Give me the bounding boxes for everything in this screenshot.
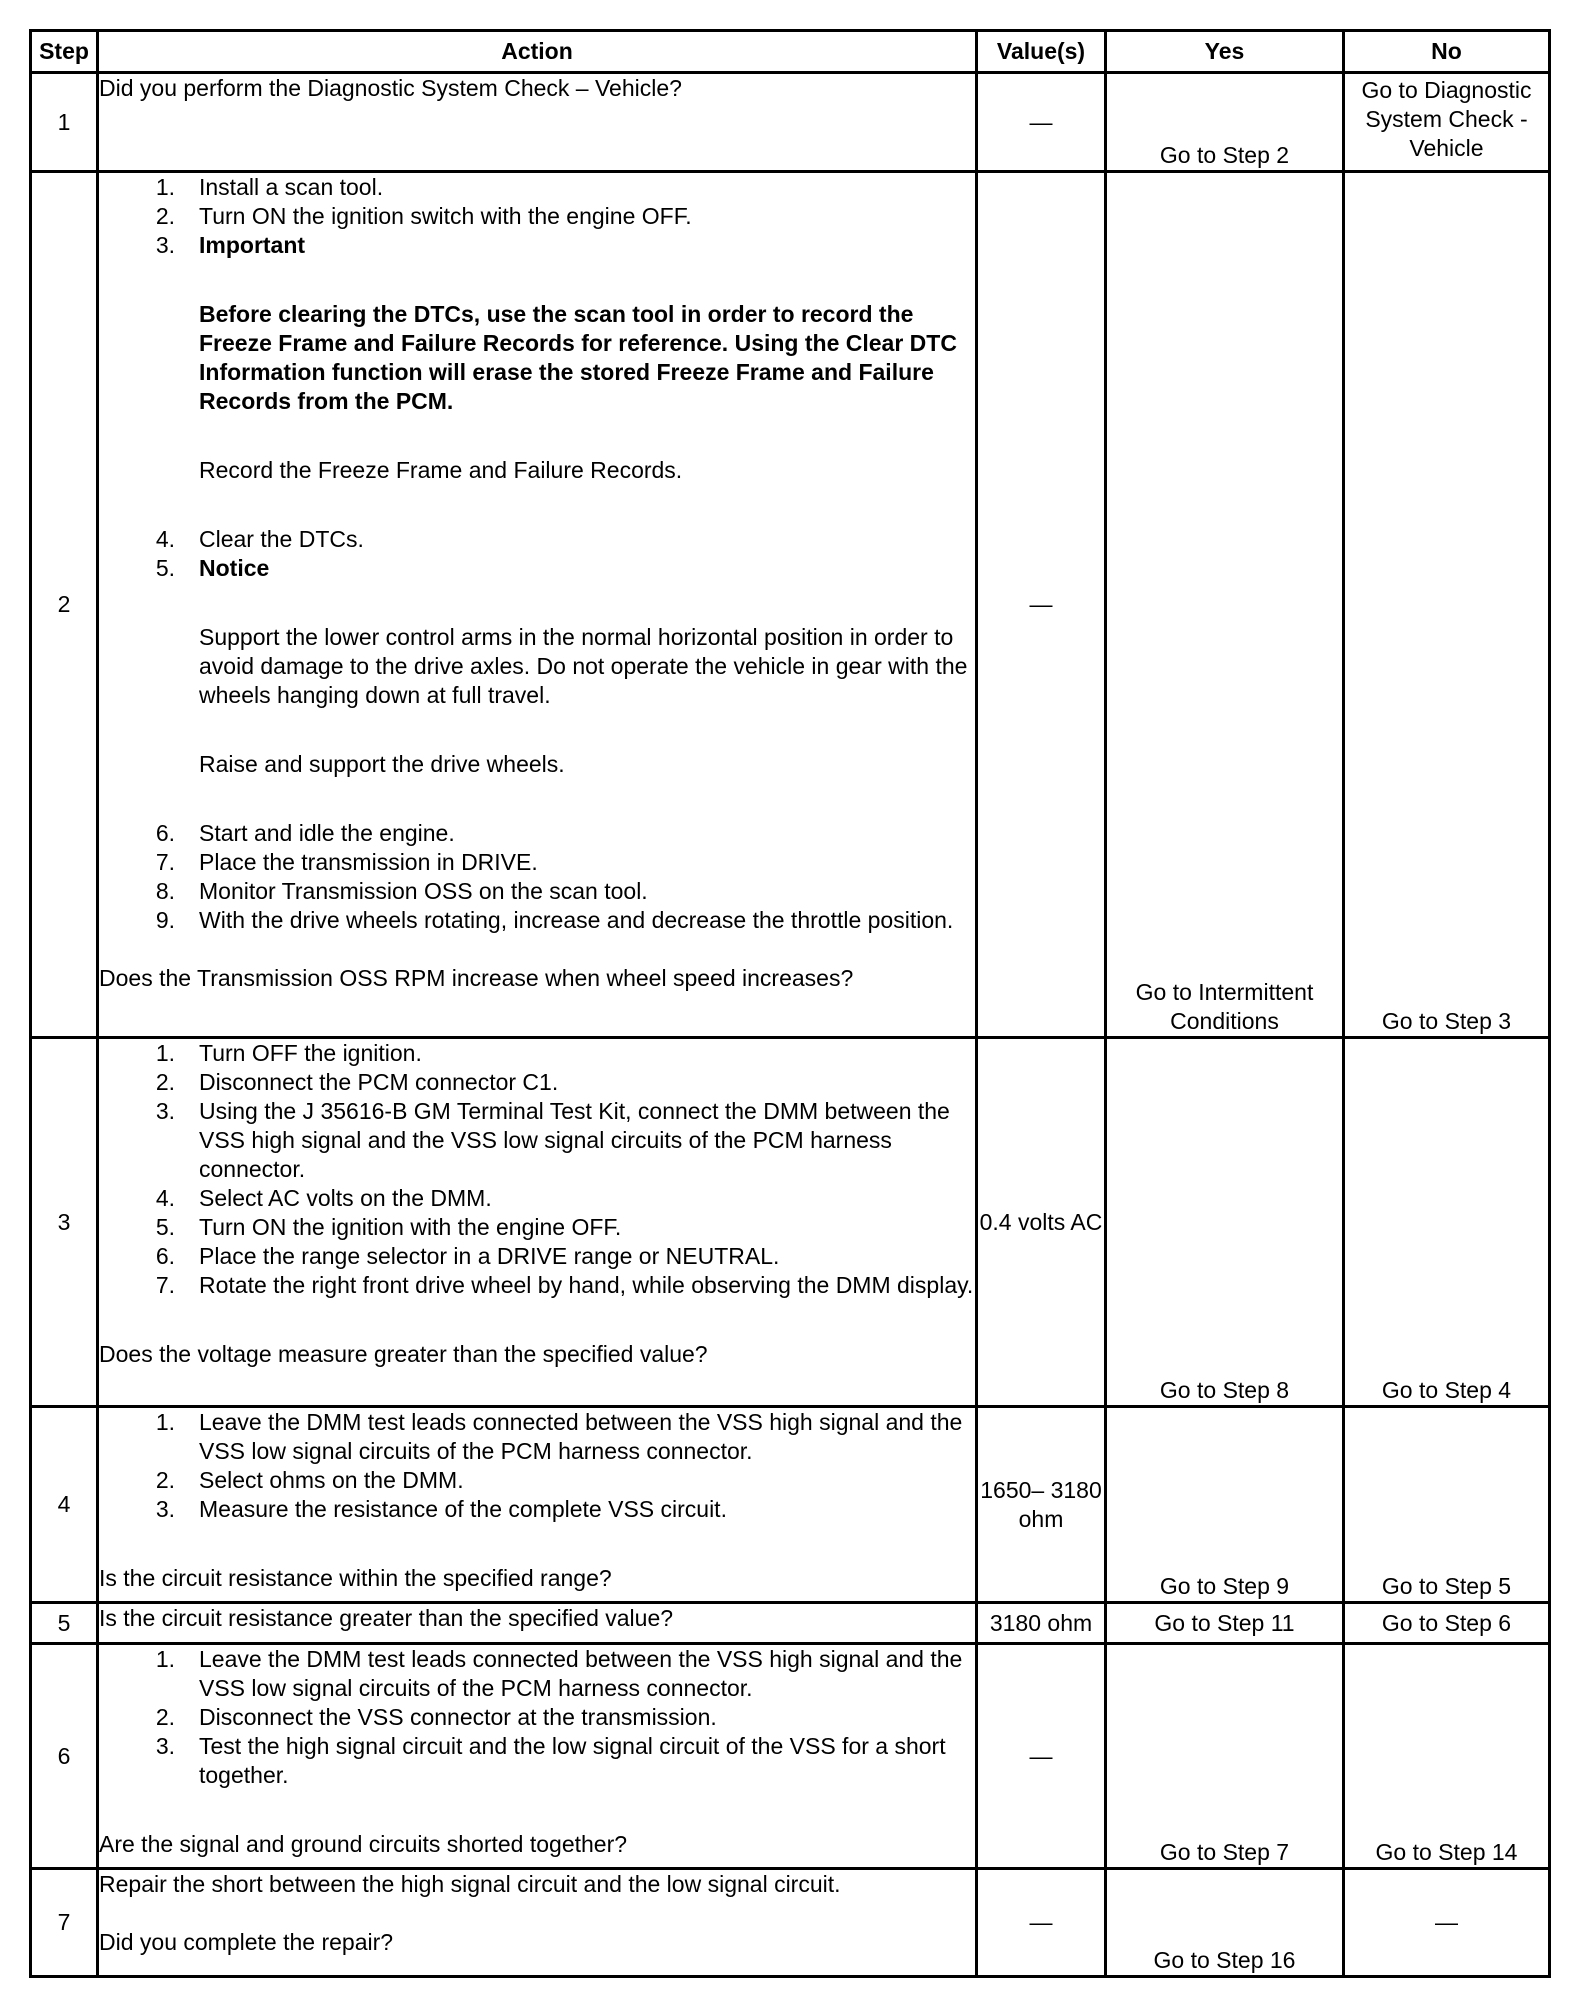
list-item: 3. Measure the resistance of the complete VSS circuit. [155, 1496, 727, 1522]
question: Is the circuit resistance within the specified range? [99, 1565, 612, 1591]
important-note: Before clearing the DTCs, use the scan tool in order to record the Freeze Frame and Failure Records for reference. Using the Clear DTC Information function will erase the stored Freeze Frame and Failure Records from the PCM. [199, 301, 957, 414]
list-item: 9. With the drive wheels rotating, increase and decrease the throttle position. [155, 907, 954, 933]
yes-link[interactable]: Go to Step 16 [1106, 1869, 1344, 1977]
yes-link[interactable]: Go to Step 9 [1106, 1407, 1344, 1603]
header-action: Action [98, 31, 977, 73]
action-list [99, 1408, 975, 1524]
no-link[interactable]: Go to Step 4 [1344, 1038, 1550, 1407]
list-item: 7. Rotate the right front drive wheel by hand, while observing the DMM display. [155, 1272, 974, 1298]
list-item: 2. Select ohms on the DMM. [155, 1467, 464, 1493]
list-item: 1. Leave the DMM test leads connected between the VSS high signal and the VSS low signal circuits of the PCM harness connector. [155, 1646, 963, 1701]
list-item: 7. Place the transmission in DRIVE. [155, 849, 538, 875]
value-cell: 0.4 volts AC [977, 1038, 1106, 1407]
notice-note: Support the lower control arms in the normal horizontal position in order to avoid damage to the drive axles. Do not operate the vehicle in gear with the wheels hanging down at full travel. [199, 624, 968, 708]
step-number: 5 [31, 1603, 98, 1644]
action-cell [98, 1603, 977, 1644]
question: Did you perform the Diagnostic System Check – Vehicle? [99, 75, 682, 101]
list-item: 2. Disconnect the PCM connector C1. [155, 1069, 559, 1095]
no-value: — [1344, 1869, 1550, 1977]
instruction: Repair the short between the high signal circuit and the low signal circuit. [99, 1871, 841, 1897]
table-row [31, 1869, 1550, 1977]
action-cell [98, 1644, 977, 1869]
step-number: 7 [31, 1869, 98, 1977]
no-link[interactable]: Go to Step 6 [1344, 1603, 1550, 1644]
list-item: 3. Using the J 35616-B GM Terminal Test Kit, connect the DMM between the VSS high signal and the VSS low signal circuits of the PCM harness connector. [155, 1098, 950, 1182]
table-row [31, 172, 1550, 1038]
list-item: 6. Place the range selector in a DRIVE range or NEUTRAL. [155, 1243, 780, 1269]
step-number: 1 [31, 73, 98, 172]
header-yes: Yes [1106, 31, 1344, 73]
question: Does the Transmission OSS RPM increase when wheel speed increases? [99, 965, 854, 991]
yes-link[interactable]: Go to Step 11 [1106, 1603, 1344, 1644]
list-item: 6. Start and idle the engine. [155, 820, 455, 846]
question: Are the signal and ground circuits shorted together? [99, 1831, 628, 1857]
list-item: 3. Important [155, 232, 306, 258]
list-item: 2. Disconnect the VSS connector at the transmission. [155, 1704, 717, 1730]
table-row [31, 1407, 1550, 1603]
table-row [31, 1644, 1550, 1869]
yes-link[interactable]: Go to Step 2 [1106, 73, 1344, 172]
action-list [99, 1645, 975, 1790]
no-link[interactable]: Go to Step 14 [1344, 1644, 1550, 1869]
yes-link[interactable]: Go to Step 7 [1106, 1644, 1344, 1869]
question: Did you complete the repair? [99, 1929, 394, 1955]
step-number: 3 [31, 1038, 98, 1407]
no-link[interactable]: Go to Step 5 [1344, 1407, 1550, 1603]
important-heading: Important [199, 232, 306, 258]
action-cell [98, 1869, 977, 1977]
table-row [31, 1603, 1550, 1644]
action-cell [98, 172, 977, 1038]
action-cell [98, 1038, 977, 1407]
question: Does the voltage measure greater than the specified value? [99, 1341, 708, 1367]
diagnostic-table [29, 29, 1551, 1978]
list-item: 1. Leave the DMM test leads connected between the VSS high signal and the VSS low signal circuits of the PCM harness connector. [155, 1409, 963, 1464]
value-cell: — [977, 73, 1106, 172]
list-item: 2. Turn ON the ignition switch with the engine OFF. [155, 203, 692, 229]
list-item: 1. Install a scan tool. [155, 174, 384, 200]
question: Is the circuit resistance greater than the specified value? [99, 1605, 674, 1631]
list-item: 1. Turn OFF the ignition. [155, 1040, 422, 1066]
action-list [99, 1039, 975, 1300]
action-list [99, 173, 975, 260]
yes-link[interactable]: Go to Step 8 [1106, 1038, 1344, 1407]
action-list [99, 525, 975, 583]
yes-link[interactable]: Go to Intermittent Conditions [1106, 172, 1344, 1038]
header-step: Step [31, 31, 98, 73]
table-row [31, 1038, 1550, 1407]
value-cell: — [977, 1869, 1106, 1977]
list-item: 5. Turn ON the ignition with the engine OFF. [155, 1214, 622, 1240]
step-number: 4 [31, 1407, 98, 1603]
value-cell: 1650– 3180 ohm [977, 1407, 1106, 1603]
header-no: No [1344, 31, 1550, 73]
list-item: 5. Notice [155, 555, 270, 581]
action-cell [98, 1407, 977, 1603]
header-values: Value(s) [977, 31, 1106, 73]
list-item: 4. Clear the DTCs. [155, 526, 364, 552]
action-list [99, 819, 975, 935]
header-row [31, 31, 1550, 73]
value-cell: — [977, 172, 1106, 1038]
table-row [31, 73, 1550, 172]
value-cell: 3180 ohm [977, 1603, 1106, 1644]
list-item: 4. Select AC volts on the DMM. [155, 1185, 492, 1211]
list-item: 3. Test the high signal circuit and the low signal circuit of the VSS for a short together. [155, 1733, 946, 1788]
step-number: 2 [31, 172, 98, 1038]
action-cell [98, 73, 977, 172]
raise-note: Raise and support the drive wheels. [199, 751, 565, 777]
step-number: 6 [31, 1644, 98, 1869]
list-item: 8. Monitor Transmission OSS on the scan tool. [155, 878, 648, 904]
notice-heading: Notice [199, 555, 270, 581]
value-cell: — [977, 1644, 1106, 1869]
no-link[interactable]: Go to Step 3 [1344, 172, 1550, 1038]
record-note: Record the Freeze Frame and Failure Records. [199, 457, 683, 483]
no-link[interactable]: Go to Diagnostic System Check - Vehicle [1344, 73, 1550, 172]
